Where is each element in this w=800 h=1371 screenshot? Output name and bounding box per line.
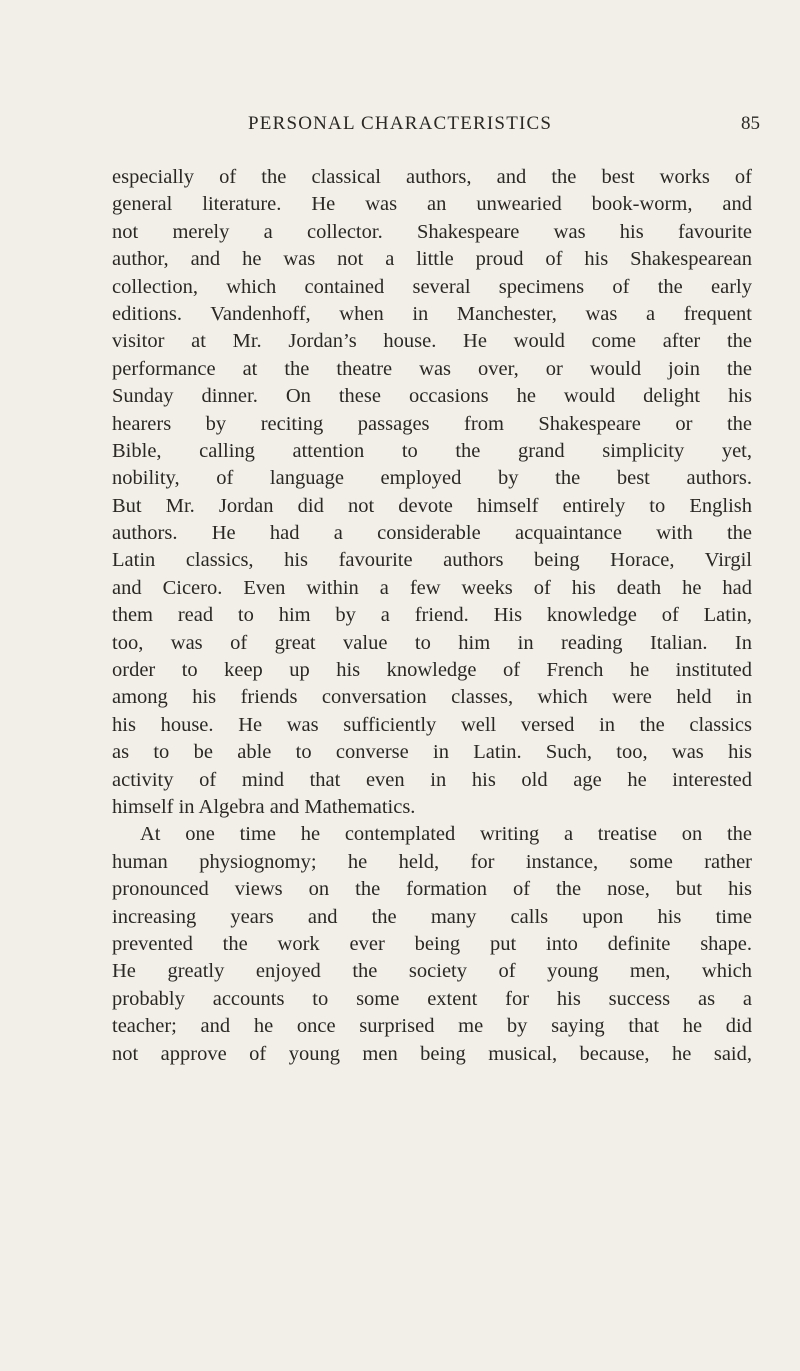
page-number: 85	[741, 113, 760, 134]
body-text	[112, 164, 752, 1068]
text-line: Bible, calling attention to the grand simplicity yet,	[112, 439, 752, 462]
text-line: teacher; and he once surprised me by saying that he did	[112, 1015, 752, 1038]
text-line: probably accounts to some extent for his success as a	[112, 987, 752, 1010]
running-head-title: PERSONAL CHARACTERISTICS	[248, 113, 553, 134]
text-line: general literature. He was an unwearied book-worm, and	[112, 193, 752, 216]
paragraph-first-line: At one time he contemplated writing a treatise on the	[140, 823, 752, 846]
text-line: activity of mind that even in his old age he interested	[112, 768, 752, 791]
text-line: too, was of great value to him in reading Italian. In	[112, 631, 752, 654]
text-line: authors. He had a considerable acquaintance with the	[112, 522, 752, 545]
text-line: his house. He was sufficiently well versed in the classics	[112, 713, 752, 736]
text-line: prevented the work ever being put into definite shape.	[112, 932, 752, 955]
text-line: as to be able to converse in Latin. Such, too, was his	[112, 741, 752, 764]
text-line: among his friends conversation classes, which were held in	[112, 686, 752, 709]
text-line: nobility, of language employed by the best authors.	[112, 467, 752, 490]
text-line: them read to him by a friend. His knowledge of Latin,	[112, 604, 752, 627]
text-line: pronounced views on the formation of the nose, but his	[112, 878, 752, 901]
text-line: not approve of young men being musical, because, he said,	[112, 1042, 752, 1065]
text-line: author, and he was not a little proud of his Shakespearean	[112, 248, 752, 271]
text-line: hearers by reciting passages from Shakespeare or the	[112, 412, 752, 435]
text-line: performance at the theatre was over, or would join the	[112, 357, 752, 380]
text-line: But Mr. Jordan did not devote himself entirely to English	[112, 494, 752, 517]
text-line: order to keep up his knowledge of French he instituted	[112, 659, 752, 682]
paragraph-last-line: himself in Algebra and Mathematics.	[112, 795, 416, 818]
text-line: increasing years and the many calls upon his time	[112, 905, 752, 928]
text-line: Latin classics, his favourite authors being Horace, Virgil	[112, 549, 752, 572]
text-line: visitor at Mr. Jordan’s house. He would come after the	[112, 330, 752, 353]
text-line: Sunday dinner. On these occasions he would delight his	[112, 385, 752, 408]
text-line: He greatly enjoyed the society of young men, which	[112, 960, 752, 983]
text-line: and Cicero. Even within a few weeks of his death he had	[112, 576, 752, 599]
text-line: editions. Vandenhoff, when in Manchester, was a frequent	[112, 302, 752, 325]
text-line: human physiognomy; he held, for instance, some rather	[112, 850, 752, 873]
text-line: not merely a collector. Shakespeare was his favourite	[112, 220, 752, 243]
text-line: especially of the classical authors, and the best works of	[112, 166, 752, 188]
text-line: collection, which contained several specimens of the early	[112, 275, 752, 298]
running-head	[0, 113, 800, 143]
